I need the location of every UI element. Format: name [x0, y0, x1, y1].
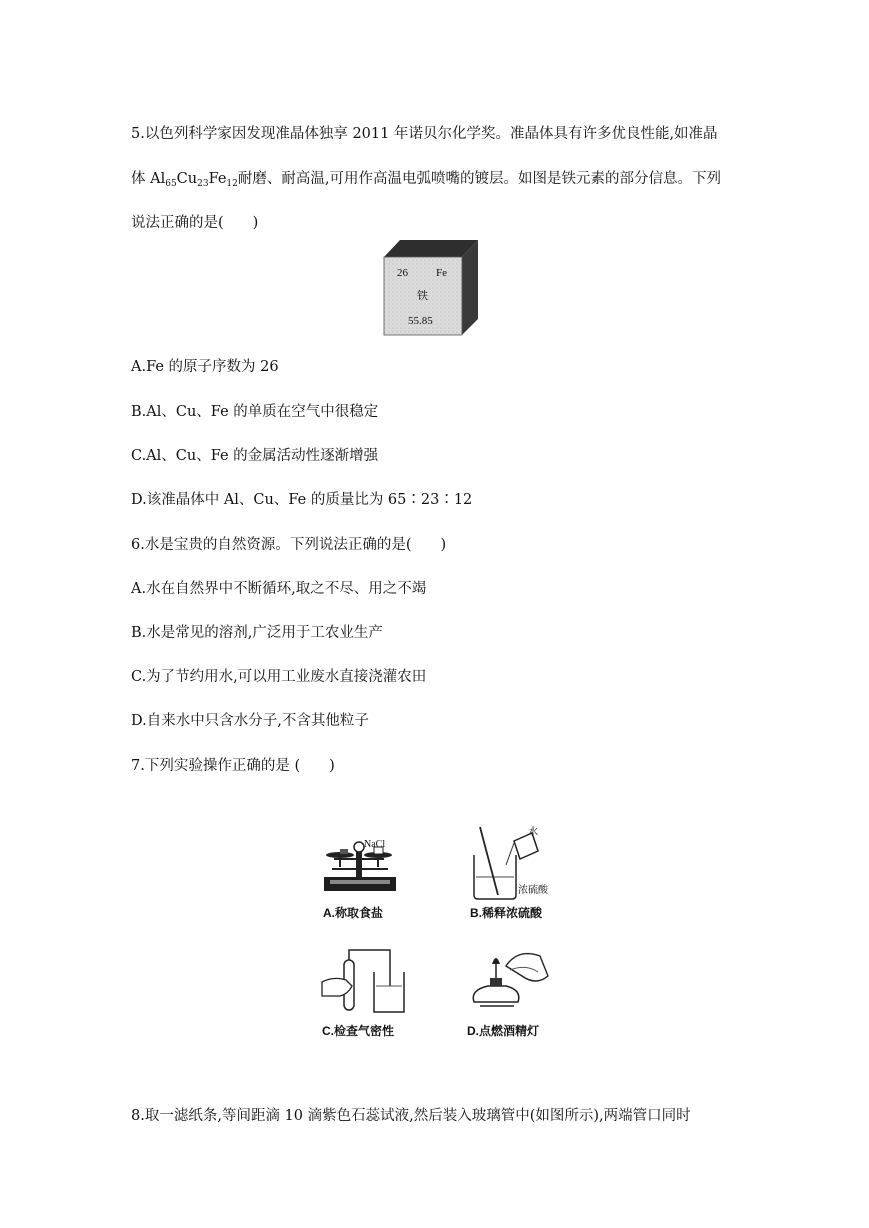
q6-option-a: A.水在自然界中不断循环,取之不尽、用之不竭: [131, 581, 427, 597]
caption-b: B.稀释浓硫酸: [470, 906, 543, 920]
q5-option-b: B.Al、Cu、Fe 的单质在空气中很稳定: [131, 404, 379, 420]
q7-stem: 7.下列实验操作正确的是 ( ): [131, 758, 335, 774]
q5-option-d: D.该准晶体中 Al、Cu、Fe 的质量比为 65∶23∶12: [131, 492, 473, 508]
q8-stem: 8.取一滤纸条,等间距滴 10 滴紫色石蕊试液,然后装入玻璃管中(如图所示),两端管口同时: [131, 1108, 691, 1124]
q6-option-b: B.水是常见的溶剂,广泛用于工农业生产: [131, 625, 383, 641]
q5-stem-line2: 体 $Al_{65}Cu_{23}Fe_{12}$耐磨、耐高温,可用作高温电弧喷嘴的镀层。如图是铁元素的部分信息。下列: [131, 171, 721, 189]
caption-d: D.点燃酒精灯: [467, 1024, 540, 1038]
figure-b-dilution: [466, 825, 556, 900]
nacl-label: NaCl: [364, 839, 386, 850]
q5-stem-line3: 说法正确的是( ): [131, 215, 259, 231]
caption-a: A.称取食盐: [323, 906, 384, 920]
figure-c-airtightness: [320, 946, 406, 1016]
caption-c: C.检查气密性: [322, 1024, 395, 1038]
q5-stem-line1: 5.以色列科学家因发现准晶体独享 2011 年诺贝尔化学奖。准晶体具有许多优良性能,如准晶: [131, 126, 718, 142]
q6-option-d: D.自来水中只含水分子,不含其他粒子: [131, 713, 369, 729]
element-name: 铁: [417, 290, 428, 302]
figure-a-balance: [318, 835, 402, 899]
q5-option-a: A.Fe 的原子序数为 26: [131, 359, 279, 375]
acid-label: 浓硫酸: [518, 885, 548, 896]
iron-element-cube: [380, 239, 480, 336]
q6-option-c: C.为了节约用水,可以用工业废水直接浇灌农田: [131, 669, 427, 685]
water-label: 水: [528, 827, 538, 838]
figure-d-alcohol-lamp: [466, 946, 552, 1016]
q5-option-c: C.Al、Cu、Fe 的金属活动性逐渐增强: [131, 448, 379, 464]
element-mass: 55.85: [408, 315, 433, 327]
element-number: 26: [397, 267, 408, 279]
q6-stem: 6.水是宝贵的自然资源。下列说法正确的是( ): [131, 537, 447, 553]
element-symbol: Fe: [436, 267, 447, 279]
